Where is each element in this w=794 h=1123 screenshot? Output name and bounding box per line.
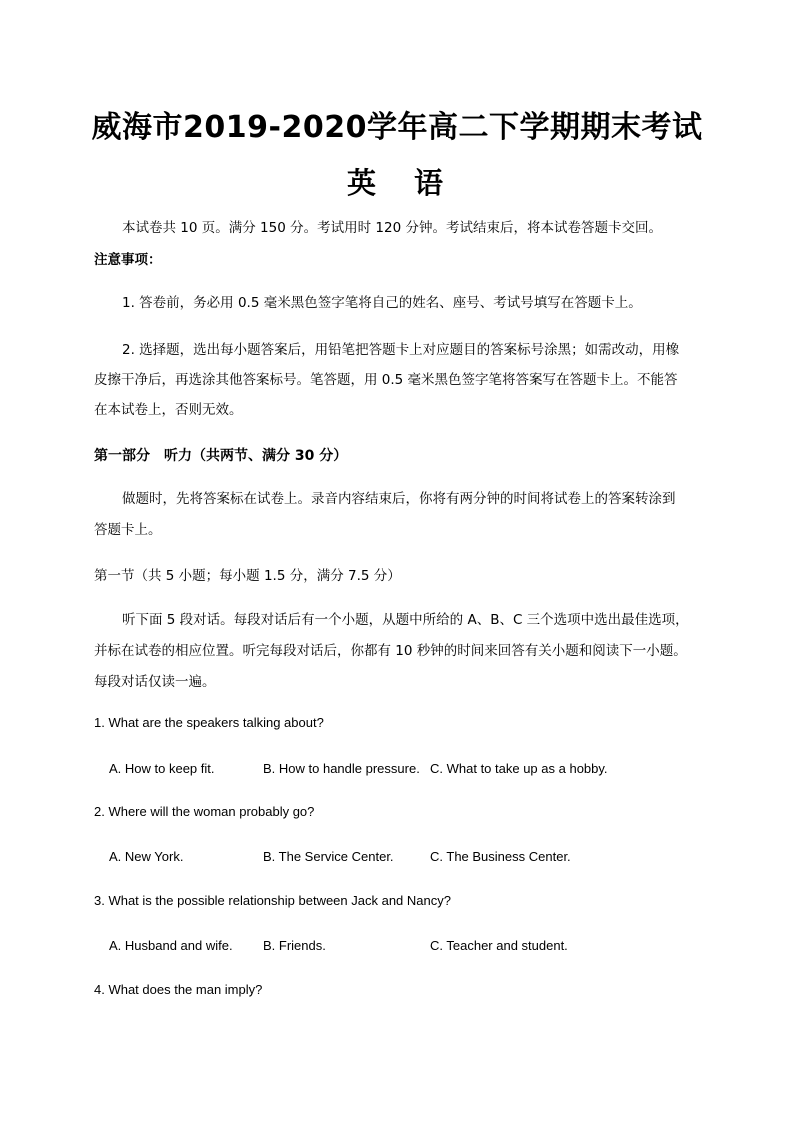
note-2-line-1: 2. 选择题，选出每小题答案后，用铅笔把答题卡上对应题目的答案标号涂黑；如需改动，用橡: [122, 342, 680, 358]
exam-title: 威海市2019-2020学年高二下学期期末考试: [91, 110, 703, 145]
question-3-option-a: A. Husband and wife.: [109, 938, 233, 953]
section-1-instruction-line-1: 听下面 5 段对话。每段对话后有一个小题，从题中所给的 A、B、C 三个选项中选出最佳选项，: [122, 612, 689, 628]
question-1-option-a: A. How to keep fit.: [109, 761, 215, 776]
question-3-option-b: B. Friends.: [263, 938, 326, 953]
notes-heading: 注意事项：: [94, 252, 162, 268]
part-1-instruction-line-1: 做题时，先将答案标在试卷上。录音内容结束后，你将有两分钟的时间将试卷上的答案转涂到: [122, 491, 676, 507]
question-1-option-b: B. How to handle pressure.: [263, 761, 420, 776]
question-2-option-c: C. The Business Center.: [430, 849, 571, 864]
question-2-option-a: A. New York.: [109, 849, 184, 864]
section-1-instruction-line-3: 每段对话仅读一遍。: [94, 674, 216, 690]
question-2-stem: 2. Where will the woman probably go?: [94, 804, 315, 819]
section-1-instruction-line-2: 并标在试卷的相应位置。听完每段对话后，你都有 10 秒钟的时间来回答有关小题和阅读下一小题。: [94, 643, 687, 659]
question-4-stem: 4. What does the man imply?: [94, 982, 263, 997]
exam-summary: 本试卷共 10 页。满分 150 分。考试用时 120 分钟。考试结束后，将本试卷答题卡交回。: [122, 220, 662, 236]
note-1: 1. 答卷前，务必用 0.5 毫米黑色签字笔将自己的姓名、座号、考试号填写在答题卡上。: [122, 295, 642, 311]
part-1-instruction-line-2: 答题卡上。: [94, 522, 162, 538]
question-1-option-c: C. What to take up as a hobby.: [430, 761, 608, 776]
question-2-option-b: B. The Service Center.: [263, 849, 394, 864]
section-1-heading: 第一节（共 5 小题；每小题 1.5 分，满分 7.5 分）: [94, 568, 401, 584]
exam-subject: 英 语: [346, 166, 458, 200]
question-3-stem: 3. What is the possible relationship between Jack and Nancy?: [94, 893, 451, 908]
part-1-heading: 第一部分 听力（共两节、满分 30 分）: [94, 448, 348, 464]
question-3-option-c: C. Teacher and student.: [430, 938, 568, 953]
question-1-stem: 1. What are the speakers talking about?: [94, 715, 324, 730]
note-2-line-2: 皮擦干净后，再选涂其他答案标号。笔答题，用 0.5 毫米黑色签字笔将答案写在答题卡上。不能答: [94, 372, 678, 388]
note-2-line-3: 在本试卷上，否则无效。: [94, 402, 243, 418]
